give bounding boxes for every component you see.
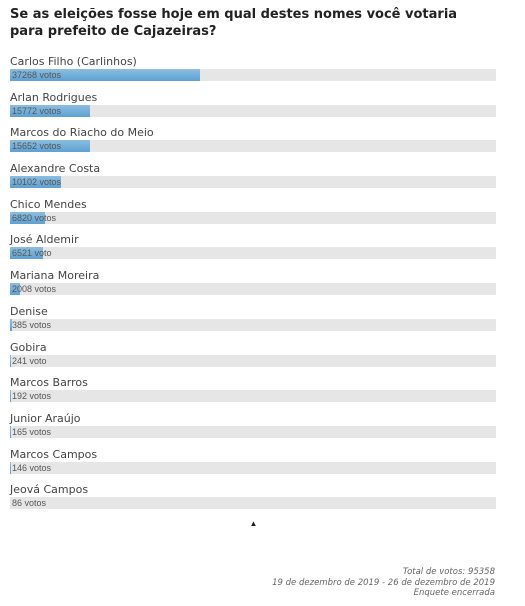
poll-footer — [272, 567, 495, 599]
vote-count: 15772 votos — [12, 105, 62, 116]
vote-count: 385 votos — [12, 319, 52, 330]
vote-bar-track — [10, 426, 496, 438]
poll-option — [10, 126, 496, 162]
vote-count: 165 votos — [12, 426, 52, 437]
vote-count: 10102 votos — [12, 177, 62, 188]
option-label: Chico Mendes — [10, 197, 87, 211]
vote-bar-track — [10, 176, 496, 188]
vote-bar-track — [10, 390, 496, 402]
vote-count: 15652 votos — [12, 141, 62, 152]
vote-bar-track — [10, 462, 496, 474]
vote-bar-fill — [10, 462, 11, 474]
vote-bar-track — [10, 247, 496, 259]
poll-option — [10, 305, 496, 341]
option-label: Marcos Campos — [10, 447, 98, 461]
option-label: Alexandre Costa — [10, 162, 101, 176]
option-label: Marcos do Riacho do Meio — [10, 126, 154, 140]
vote-count: 241 voto — [12, 355, 47, 366]
poll-option — [10, 55, 496, 91]
vote-bar-track — [10, 497, 496, 509]
poll-option — [10, 412, 496, 448]
poll-option — [10, 162, 496, 198]
option-label: José Aldemir — [10, 233, 79, 247]
option-label: Junior Araújo — [10, 411, 81, 425]
vote-bar-fill — [10, 390, 11, 402]
poll-option — [10, 91, 496, 127]
option-label: Gobira — [10, 340, 47, 354]
vote-bar-track — [10, 355, 496, 367]
collapse-arrow-icon[interactable]: ▲ — [249, 519, 258, 528]
vote-count: 86 votos — [12, 498, 47, 509]
vote-bar-track — [10, 105, 496, 117]
poll-option — [10, 483, 496, 519]
option-label: Arlan Rodrigues — [10, 90, 98, 104]
poll-status: Enquete encerrada — [413, 588, 495, 598]
vote-count: 192 votos — [12, 391, 52, 402]
total-votes: Total de votos: 95358 — [402, 567, 495, 577]
poll-date-range: 19 de dezembro de 2019 - 26 de dezembro de 2019 — [272, 577, 495, 588]
poll-option — [10, 269, 496, 305]
vote-count: 2008 votos — [12, 284, 57, 295]
vote-count: 146 votos — [12, 462, 52, 473]
vote-count: 37268 votos — [12, 70, 62, 80]
option-label: Denise — [10, 304, 48, 318]
poll-option — [10, 198, 496, 234]
vote-count: 6820 votos — [12, 212, 57, 223]
poll-widget — [10, 6, 496, 519]
poll-question: Se as eleições fosse hoje em qual destes nomes você votaria para prefeito de Cajazeiras? — [10, 7, 458, 39]
option-label: Jeová Campos — [10, 483, 89, 497]
poll-option — [10, 341, 496, 377]
vote-bar-track — [10, 319, 496, 331]
poll-option — [10, 233, 496, 269]
option-label: Carlos Filho (Carlinhos) — [10, 55, 137, 68]
poll-options — [10, 55, 496, 519]
poll-option — [10, 376, 496, 412]
option-label: Marcos Barros — [10, 376, 88, 390]
vote-bar-fill — [10, 426, 11, 438]
vote-bar-track — [10, 212, 496, 224]
vote-bar-track — [10, 140, 496, 152]
vote-bar-track — [10, 69, 496, 81]
vote-bar-track — [10, 283, 496, 295]
poll-option — [10, 448, 496, 484]
vote-count: 6521 voto — [12, 248, 52, 259]
option-label: Mariana Moreira — [10, 269, 100, 283]
